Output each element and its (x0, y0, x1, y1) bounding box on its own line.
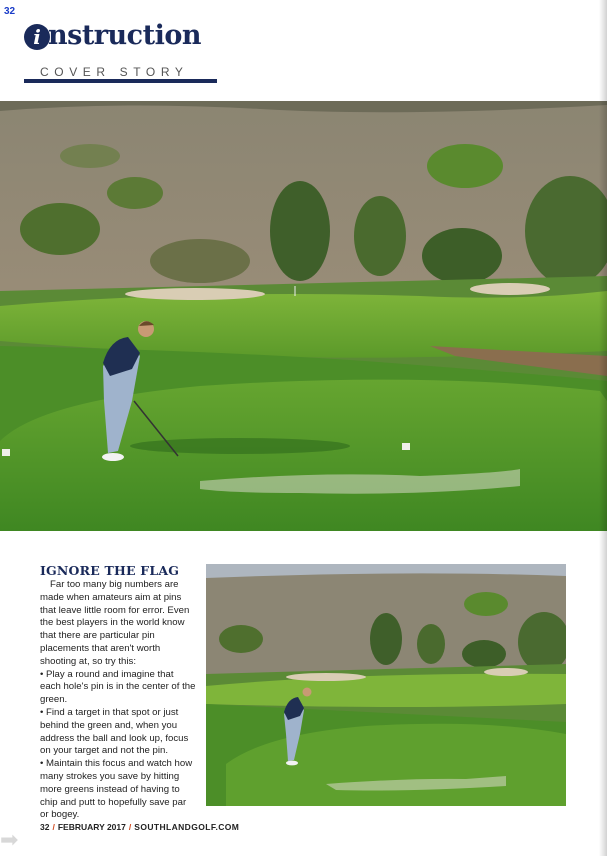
logo-word: nstruction (48, 20, 201, 51)
article-bullet: • Maintain this focus and watch how many strokes you save by hitting more greens instead of having to chip and putt to hopefully save par or bogey. (40, 758, 193, 821)
article-body (40, 579, 196, 822)
logo-initial: i (24, 24, 50, 50)
section-label: COVER STORY (40, 65, 189, 79)
article-bullet: • Find a target in that spot or just behind the green and, when you address the ball and look up, focus on your target and not the pin. (40, 706, 189, 757)
page-number-badge: 32 (4, 6, 16, 17)
footer-slash: / (52, 822, 55, 832)
article-intro: Far too many big numbers are made when amateurs aim at pins that leave little room for error. Even the best players in the world know that there are particular pin placements that aren't worth shooting at, so try this: (40, 579, 190, 667)
footer-site: SOUTHLANDGOLF.COM (134, 822, 240, 832)
next-page-arrow-icon[interactable]: ➡ (0, 828, 19, 853)
article-headline: IGNORE THE FLAG (40, 563, 180, 578)
footer-slash: / (128, 822, 132, 832)
footer-page-number: 32 (40, 822, 50, 832)
article-bullet: • Play a round and imagine that each hole's pin is in the center of the green. (40, 668, 196, 706)
inset-photo (206, 564, 566, 806)
logo-rule (24, 79, 217, 83)
footer-date: FEBRUARY 2017 (57, 822, 126, 832)
page-footer (40, 822, 239, 832)
hero-photo (0, 101, 607, 531)
page-curl-shadow (599, 0, 607, 856)
